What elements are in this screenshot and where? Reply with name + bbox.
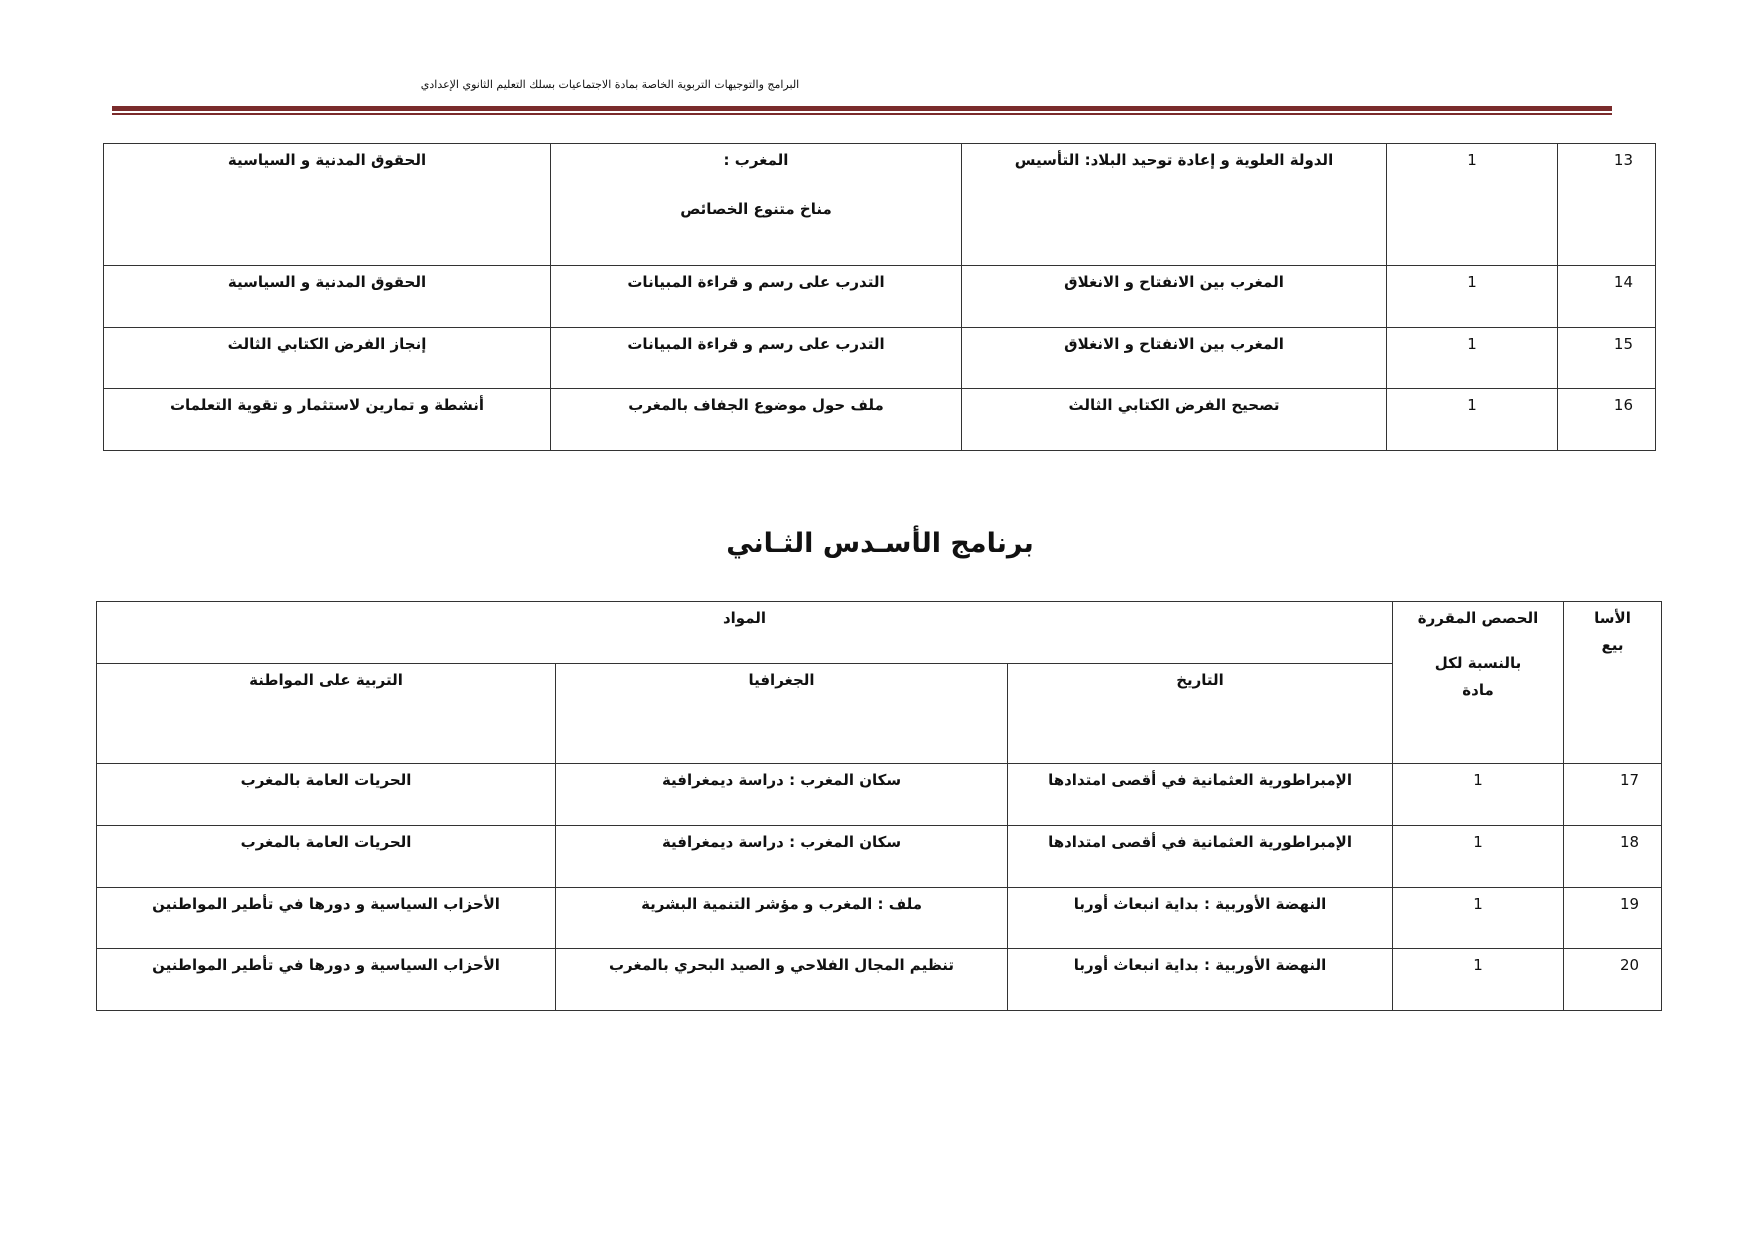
history-cell: المغرب بين الانفتاح و الانغلاق — [962, 266, 1387, 328]
sessions-header-line2: بالنسبة لكل — [1434, 654, 1522, 672]
week-cell: 17 — [1564, 764, 1662, 826]
sessions-cell: 1 — [1393, 764, 1564, 826]
sessions-cell: 1 — [1387, 389, 1558, 451]
history-cell: المغرب بين الانفتاح و الانغلاق — [962, 328, 1387, 389]
sessions-cell: 1 — [1393, 888, 1564, 949]
history-cell: النهضة الأوربية : بداية انبعاث أوربا — [1008, 888, 1393, 949]
civic-cell: الحقوق المدنية و السياسية — [104, 144, 551, 266]
civic-header: التربية على المواطنة — [97, 664, 556, 764]
weeks-header-line1: الأسا — [1594, 609, 1631, 627]
week-cell: 13 — [1558, 144, 1656, 266]
table-row — [104, 266, 1656, 328]
sessions-cell: 1 — [1387, 266, 1558, 328]
history-header: التاريخ — [1008, 664, 1393, 764]
sessions-cell: 1 — [1387, 328, 1558, 389]
table-row — [104, 328, 1656, 389]
header-rule-thin — [112, 113, 1612, 115]
section-title: برنامج الأسـدس الثـاني — [726, 528, 1034, 559]
geography-cell: التدرب على رسم و قراءة المبيانات — [551, 266, 962, 328]
civic-cell: الأحزاب السياسية و دورها في تأطير المواطنين — [97, 949, 556, 1011]
geography-cell: ملف : المغرب و مؤشر التنمية البشرية — [556, 888, 1008, 949]
geography-cell: سكان المغرب : دراسة ديمغرافية — [556, 826, 1008, 888]
semester2-program-table — [96, 601, 1662, 1011]
civic-cell: الحقوق المدنية و السياسية — [104, 266, 551, 328]
civic-cell: الحريات العامة بالمغرب — [97, 764, 556, 826]
geography-cell: سكان المغرب : دراسة ديمغرافية — [556, 764, 1008, 826]
sessions-cell: 1 — [1387, 144, 1558, 266]
week-cell: 14 — [1558, 266, 1656, 328]
sessions-cell: 1 — [1393, 826, 1564, 888]
week-cell: 20 — [1564, 949, 1662, 1011]
week-cell: 15 — [1558, 328, 1656, 389]
geography-cell: ملف حول موضوع الجفاف بالمغرب — [551, 389, 962, 451]
page-header: البرامج والتوجيهات التربوية الخاصة بمادة الاجتماعيات بسلك التعليم الثانوي الإعدادي — [420, 78, 800, 91]
table-row — [104, 389, 1656, 451]
table-row — [97, 826, 1662, 888]
history-cell: الإمبراطورية العثمانية في أقصى امتدادها — [1008, 826, 1393, 888]
sessions-header-line1: الحصص المقررة — [1417, 609, 1539, 627]
week-cell: 18 — [1564, 826, 1662, 888]
weeks-header-line2: بيع — [1601, 636, 1624, 654]
history-cell: الدولة العلوية و إعادة توحيد البلاد: التأسيس — [962, 144, 1387, 266]
header-rule-thick — [112, 106, 1612, 111]
history-cell: النهضة الأوربية : بداية انبعاث أوربا — [1008, 949, 1393, 1011]
subjects-header: المواد — [97, 602, 1393, 664]
history-cell: تصحيح الفرض الكتابي الثالث — [962, 389, 1387, 451]
table-header-row — [97, 602, 1662, 664]
geography-cell — [551, 144, 962, 266]
civic-cell: الحريات العامة بالمغرب — [97, 826, 556, 888]
sessions-cell: 1 — [1393, 949, 1564, 1011]
weeks-header — [1564, 602, 1662, 764]
geography-line1: المغرب : — [723, 151, 789, 169]
table-row — [104, 144, 1656, 266]
civic-cell: أنشطة و تمارين لاستثمار و تقوية التعلمات — [104, 389, 551, 451]
geography-cell: تنظيم المجال الفلاحي و الصيد البحري بالمغرب — [556, 949, 1008, 1011]
geography-cell: التدرب على رسم و قراءة المبيانات — [551, 328, 962, 389]
table-row — [97, 949, 1662, 1011]
week-cell: 19 — [1564, 888, 1662, 949]
civic-cell: إنجاز الفرض الكتابي الثالث — [104, 328, 551, 389]
sessions-header-line3: مادة — [1462, 681, 1494, 699]
sessions-header — [1393, 602, 1564, 764]
civic-cell: الأحزاب السياسية و دورها في تأطير المواطنين — [97, 888, 556, 949]
table-row — [97, 888, 1662, 949]
geography-line2: مناخ متنوع الخصائص — [680, 200, 832, 218]
geography-header: الجغرافيا — [556, 664, 1008, 764]
table-row — [97, 764, 1662, 826]
semester1-continuation-table — [103, 143, 1656, 451]
week-cell: 16 — [1558, 389, 1656, 451]
history-cell: الإمبراطورية العثمانية في أقصى امتدادها — [1008, 764, 1393, 826]
